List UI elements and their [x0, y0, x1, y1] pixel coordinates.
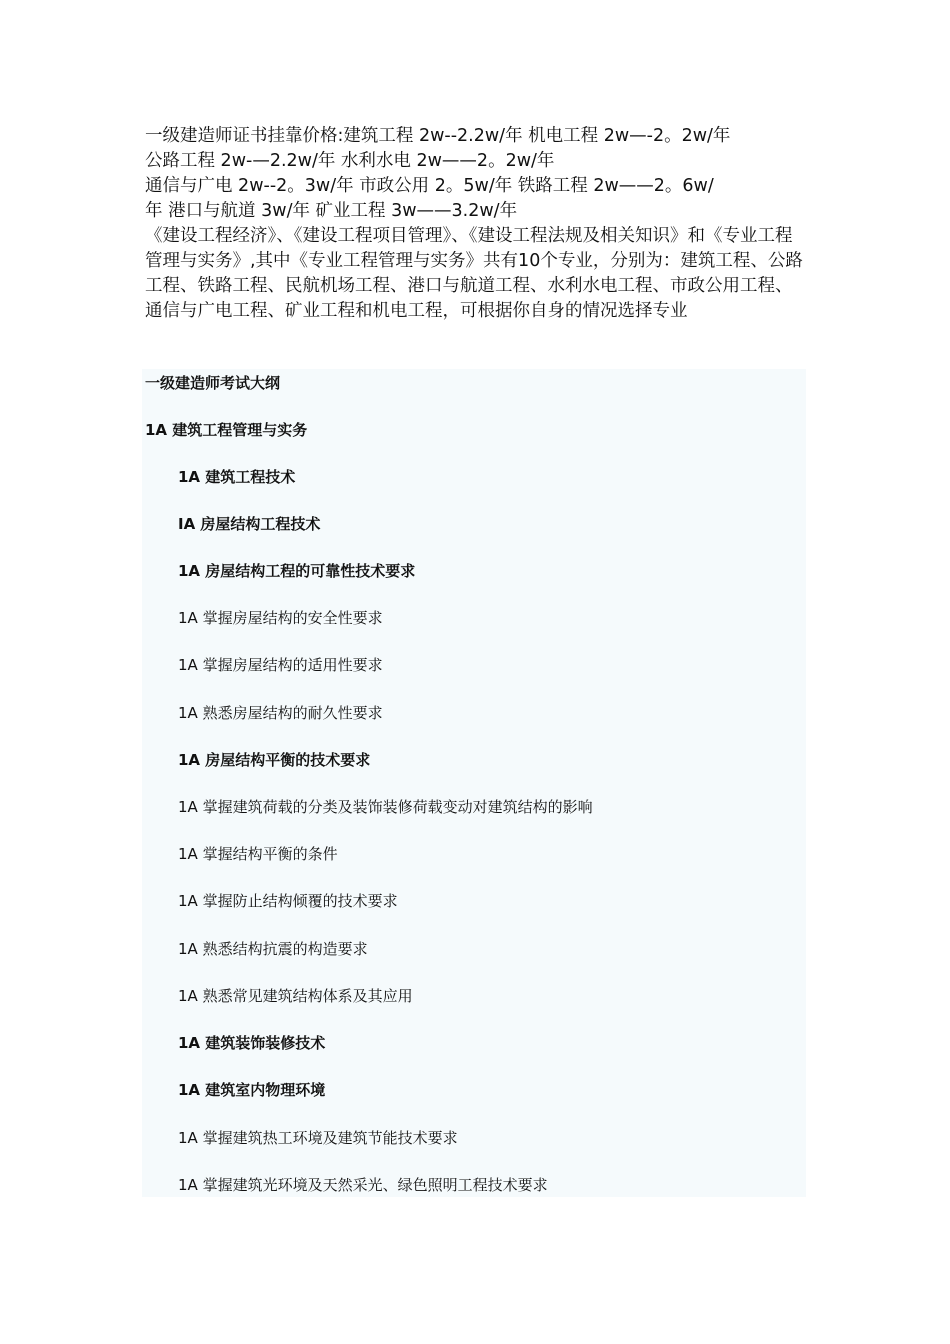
outline-item: 1A 熟悉房屋结构的耐久性要求: [178, 704, 383, 722]
outline-title: 一级建造师考试大纲: [145, 374, 281, 392]
outline-item: 1A 掌握结构平衡的条件: [178, 845, 338, 863]
exam-outline-panel: [142, 369, 806, 1197]
intro-section: [145, 124, 805, 324]
outline-item: 1A 掌握防止结构倾覆的技术要求: [178, 892, 398, 910]
outline-item: 1A 建筑室内物理环境: [178, 1081, 326, 1099]
price-line-4: 年 港口与航道 3w/年 矿业工程 3w——3.2w/年: [145, 201, 518, 221]
outline-item: 1A 熟悉结构抗震的构造要求: [178, 940, 368, 958]
outline-item: 1A 房屋结构平衡的技术要求: [178, 751, 371, 769]
outline-item: 1A 建筑装饰装修技术: [178, 1034, 326, 1052]
subjects-paragraph: 《建设工程经济》、《建设工程项目管理》、《建设工程法规及相关知识》和《专业工程管理与实务》,其中《专业工程管理与实务》共有10个专业，分别为：建筑工程、公路工程、铁路工程、民航机场工程、港口与航道工程、水利水电工程、市政公用工程、通信与广电工程、矿业工程和机电工程，可根据你自身的情况选择专业: [145, 226, 803, 321]
outline-item: 1A 掌握建筑荷载的分类及装饰装修荷载变动对建筑结构的影响: [178, 798, 593, 816]
price-line-1: 一级建造师证书挂靠价格:建筑工程 2w--2.2w/年 机电工程 2w—-2。2w/年: [145, 126, 731, 146]
outline-item: 1A 掌握建筑光环境及天然采光、绿色照明工程技术要求: [178, 1176, 548, 1194]
outline-item: IA 房屋结构工程技术: [178, 515, 321, 533]
outline-item: 1A 掌握建筑热工环境及建筑节能技术要求: [178, 1129, 458, 1147]
price-line-3: 通信与广电 2w--2。3w/年 市政公用 2。5w/年 铁路工程 2w——2。6w/: [145, 176, 714, 196]
outline-item: 1A 掌握房屋结构的适用性要求: [178, 656, 383, 674]
outline-item: 1A 建筑工程管理与实务: [145, 421, 308, 439]
outline-item: 1A 熟悉常见建筑结构体系及其应用: [178, 987, 413, 1005]
outline-item: 1A 房屋结构工程的可靠性技术要求: [178, 562, 416, 580]
price-line-2: 公路工程 2w-—2.2w/年 水利水电 2w——2。2w/年: [145, 151, 555, 171]
outline-item: 1A 掌握房屋结构的安全性要求: [178, 609, 383, 627]
outline-item: 1A 建筑工程技术: [178, 468, 296, 486]
